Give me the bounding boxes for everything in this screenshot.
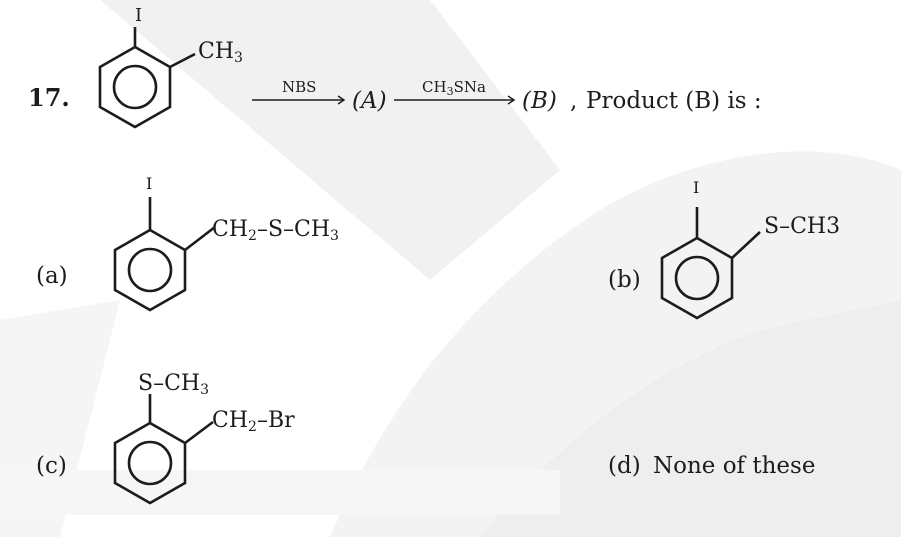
option-d-label: (d)	[608, 453, 641, 479]
product-B: (B)	[522, 88, 557, 114]
reaction-arrow-icon	[394, 94, 518, 106]
option-a-benzene-ring-icon	[105, 217, 195, 327]
option-a-label: (a)	[36, 263, 68, 289]
option-c-label: (c)	[36, 453, 67, 479]
option-a-iodo-label: I	[146, 174, 153, 193]
step1-reagent: NBS	[282, 78, 317, 96]
reactant-iodo-label: I	[135, 5, 143, 26]
option-a-side-label: $CH_2-S-CH_3$	[212, 217, 339, 244]
option-c-top-label: $S-CH_3$	[138, 371, 210, 398]
option-b-benzene-ring-icon	[652, 227, 742, 337]
option-b-iodo-label: I	[693, 178, 700, 197]
step2-reagent: $CH_3SNa$	[422, 78, 486, 98]
question-number: 17.	[28, 83, 70, 112]
reaction-arrow-icon	[252, 94, 347, 106]
option-b-side-label: S–CH3	[764, 214, 841, 239]
option-c-side-label: $CH_2-Br$	[212, 408, 295, 435]
intermediate-A: (A)	[352, 88, 387, 114]
separator: ,	[570, 88, 578, 114]
question-prompt: Product (B) is :	[586, 88, 762, 114]
option-d-text: None of these	[653, 453, 816, 479]
reactant-methyl-label: $CH_3$	[198, 39, 243, 66]
option-c-benzene-ring-icon	[105, 412, 195, 522]
option-b-label: (b)	[608, 267, 641, 293]
reactant-benzene-ring-icon	[95, 32, 175, 132]
